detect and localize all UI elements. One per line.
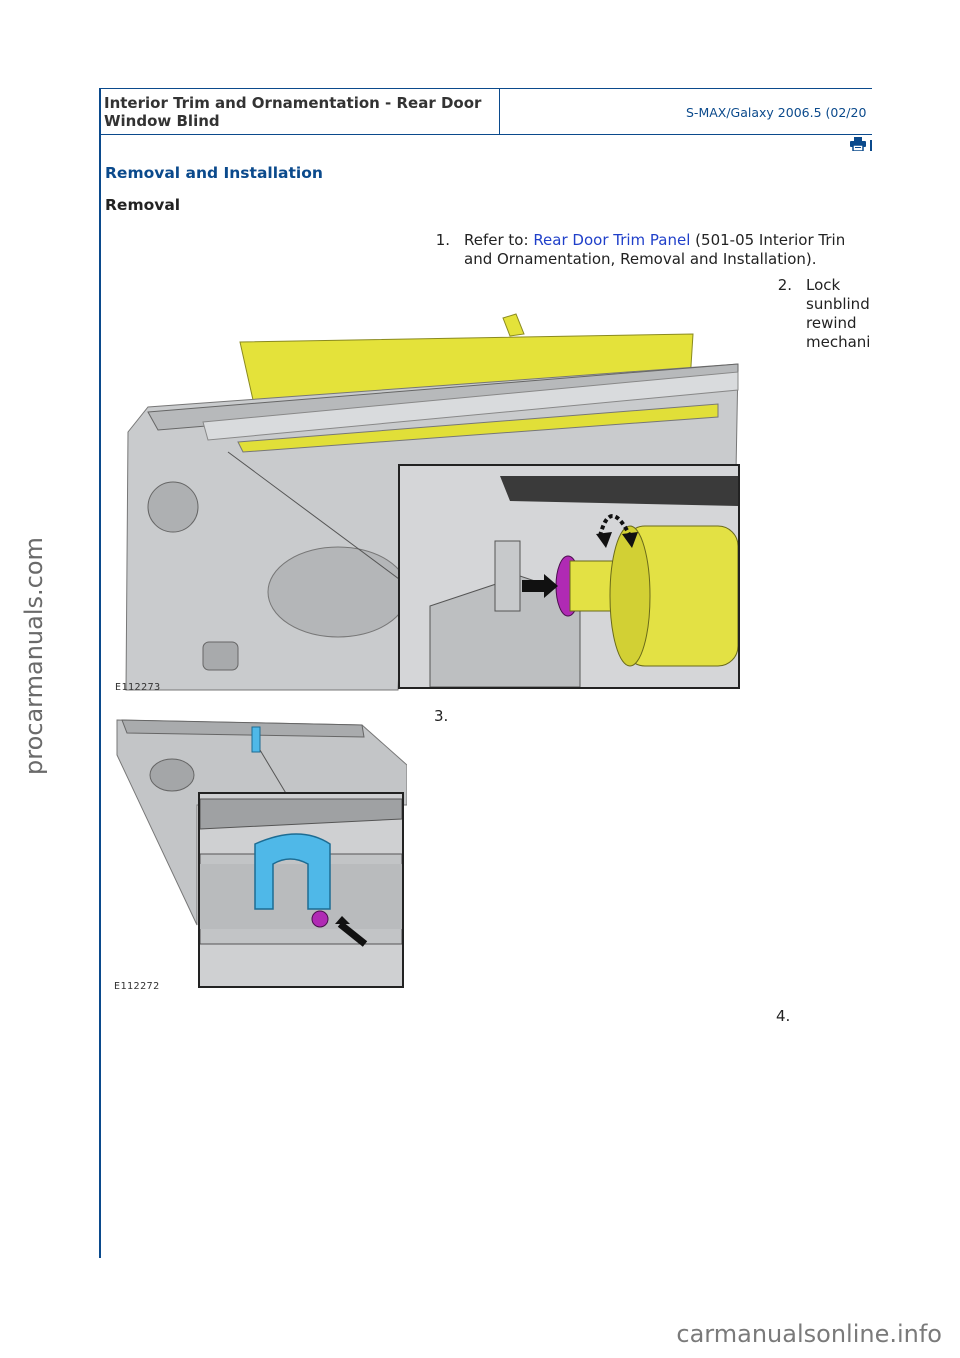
left-margin-rule [99,88,101,1258]
document-title [100,89,500,134]
figure-sunblind-clip [112,715,407,995]
print-icon[interactable] [850,137,866,151]
step-number: 4. [776,1007,791,1025]
watermark-carmanualsonline: carmanualsonline.info [676,1320,942,1348]
figure-label: E112272 [114,981,160,992]
document-header [100,88,872,135]
step-text: Lock [806,276,841,294]
step-number: 2. [777,276,792,294]
step-number: 1. [435,231,450,249]
section-title: Removal and Installation [105,164,323,182]
sunblind-clip-detail-inset [198,792,404,988]
print-divider [870,140,872,151]
model-year: S-MAX/Galaxy 2006.5 (02/20 [686,105,867,120]
subsection-title: Removal [105,196,181,214]
step-text: Refer to: [464,231,534,249]
step-4 [776,1007,790,1026]
step-text: (501-05 Interior Trin [690,231,846,249]
step-text: mechani [806,333,871,351]
sunblind-lock-detail-inset [398,464,740,689]
document-title-line2: Window Blind [104,112,220,130]
document-title-line1: Interior Trim and Ornamentation - Rear Door [104,94,482,112]
step-text: and Ornamentation, Removal and Installation). [464,250,817,268]
step-text: rewind [806,314,857,332]
step-3 [434,707,448,726]
figure-sunblind-lock [115,312,740,693]
step-text: sunblind [806,295,870,313]
step-number: 3. [434,707,449,725]
clip-detail [200,794,402,986]
watermark-procarmanuals: procarmanuals.com [20,537,48,775]
rewind-mechanism-detail [400,466,738,687]
rear-door-trim-panel-link[interactable]: Rear Door Trim Panel [533,231,691,249]
figure-label: E112273 [115,682,161,693]
